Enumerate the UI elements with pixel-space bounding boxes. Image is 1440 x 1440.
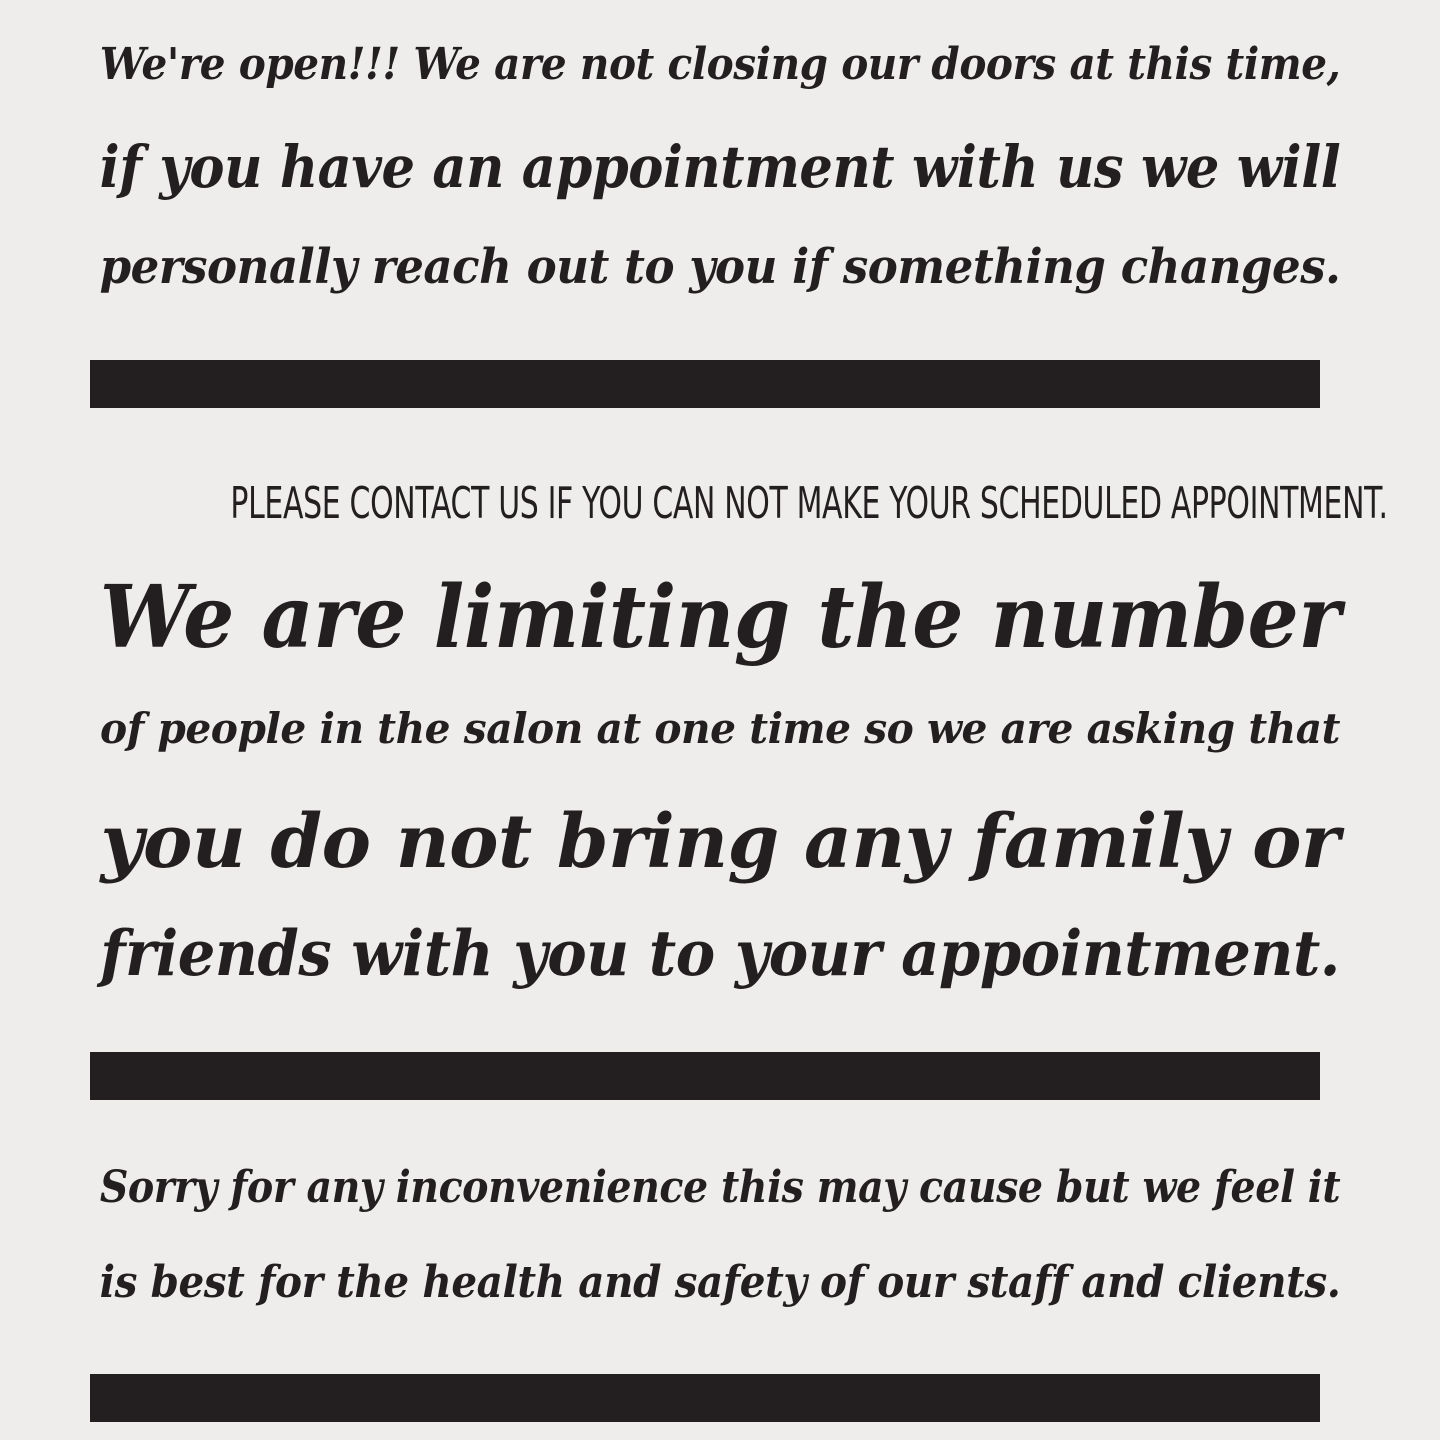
notice-line-limiting: We are limiting the number	[99, 567, 1341, 668]
notice-line-reach-out: personally reach out to you if something changes.	[99, 239, 1341, 295]
divider-bar	[90, 360, 1320, 408]
notice-line-people: of people in the salon at one time so we are asking that	[100, 704, 1340, 753]
notice-line-open: We're open!!! We are not closing our doors at this time,	[99, 39, 1341, 90]
divider-bar	[90, 1052, 1320, 1100]
notice-line-health: is best for the health and safety of our staff and clients.	[99, 1257, 1341, 1308]
notice-line-friends: friends with you to your appointment.	[100, 916, 1340, 990]
contact-notice: PLEASE CONTACT US IF YOU CAN NOT MAKE YOUR SCHEDULED APPOINTMENT.	[230, 478, 1388, 529]
notice-line-appointment: if you have an appointment with us we will	[99, 133, 1341, 201]
notice-line-sorry: Sorry for any inconvenience this may cause but we feel it	[99, 1162, 1341, 1213]
divider-bar	[90, 1374, 1320, 1422]
notice-line-family: you do not bring any family or	[100, 799, 1340, 885]
